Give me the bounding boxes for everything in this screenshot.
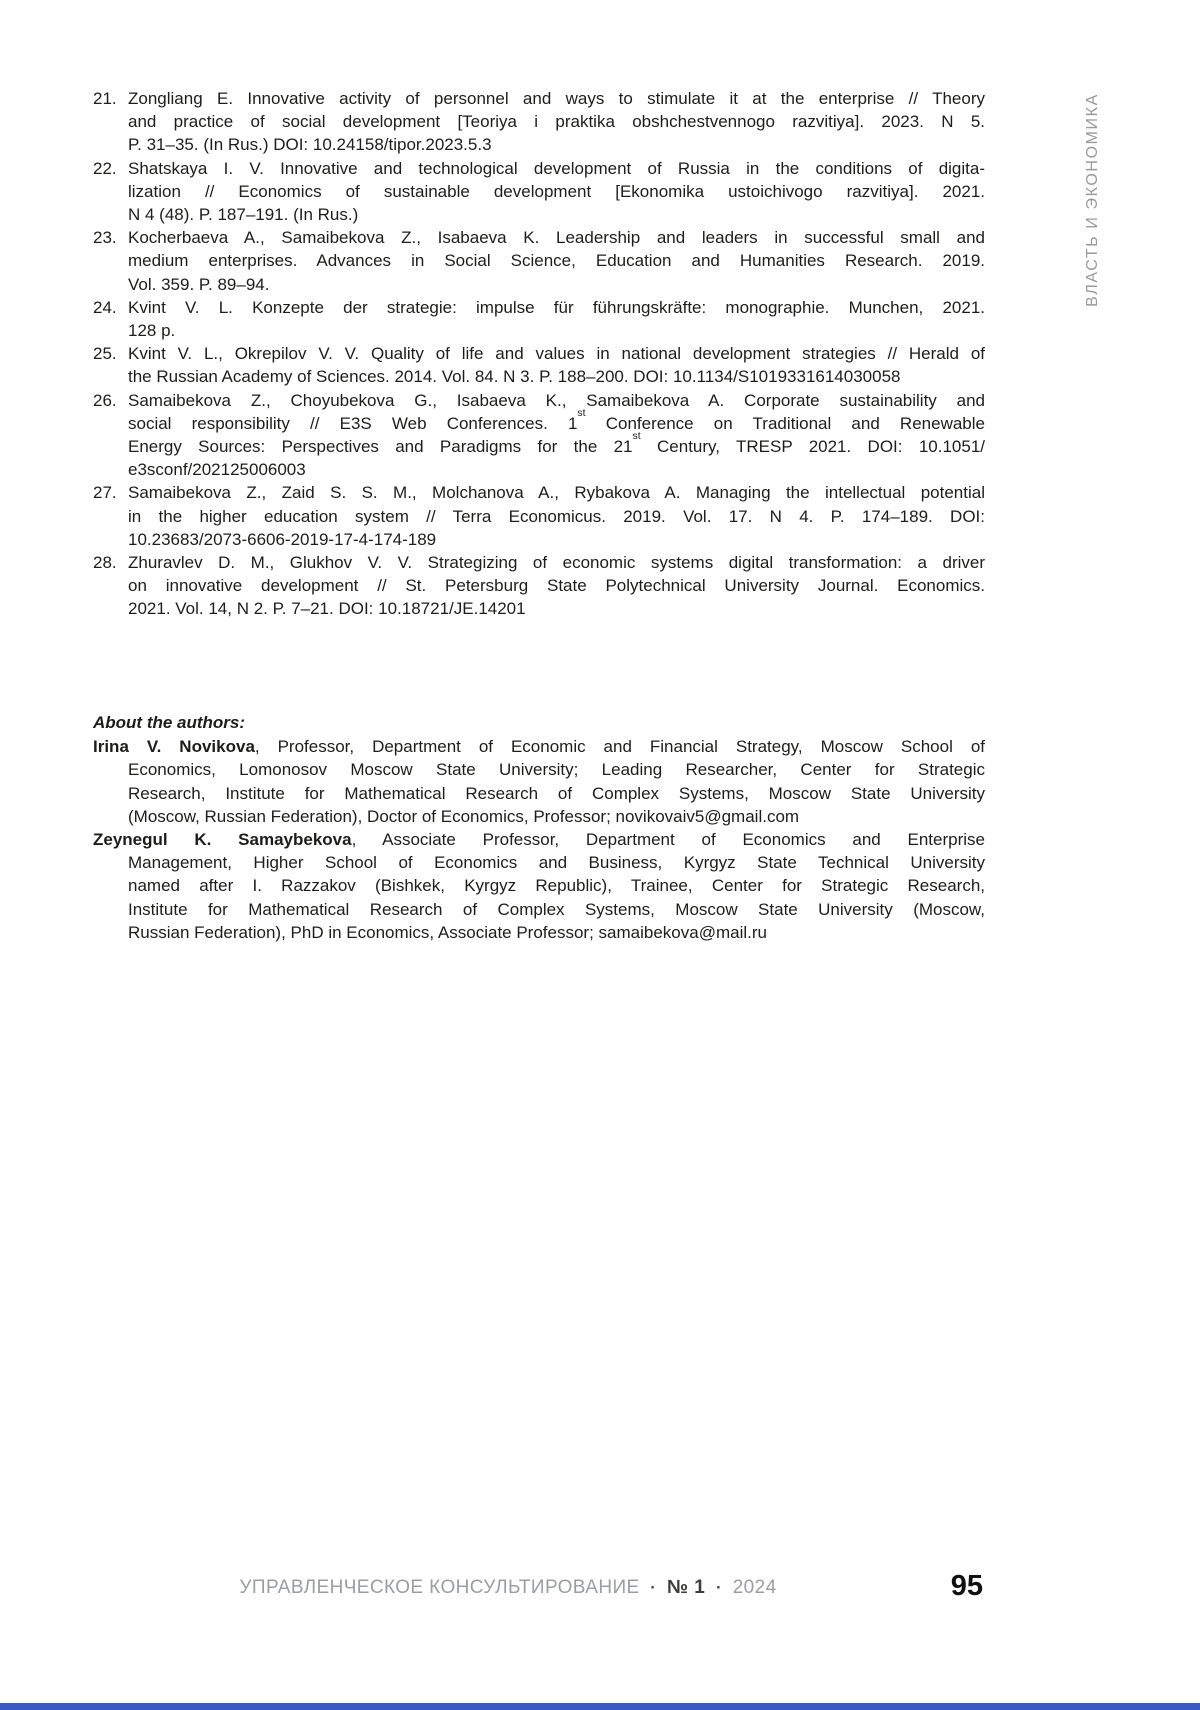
authors-list — [93, 735, 985, 944]
reference-line: Samaibekova Z., Zaid S. S. M., Molchanova A., Rybakova A. Managing the intellectual potential — [128, 483, 985, 503]
reference-line: social responsibility // E3S Web Conferences. 1st Conference on Traditional and Renewable — [128, 406, 985, 433]
reference-line: in the higher education system // Terra Economicus. 2019. Vol. 17. N 4. P. 174–189. DOI: — [128, 506, 985, 526]
reference-line: 2021. Vol. 14, N 2. P. 7–21. DOI: 10.18721/JE.14201 — [128, 599, 526, 619]
author-bio-line: (Moscow, Russian Federation), Doctor of Economics, Professor; novikovaiv5@gmail.com — [128, 806, 800, 826]
reference-line: e3sconf/202125006003 — [128, 460, 306, 480]
reference-number: 26. — [93, 390, 117, 410]
page-number: 95 — [950, 1570, 983, 1602]
reference-item — [93, 551, 985, 621]
reference-item — [93, 87, 985, 157]
author-bio — [93, 828, 985, 944]
author-bio-line: Economics, Lomonosov Moscow State University; Leading Researcher, Center for Strategic — [128, 760, 985, 780]
reference-text — [128, 551, 985, 621]
reference-text — [128, 296, 985, 342]
author-bio — [93, 735, 985, 828]
author-bio-line: Management, Higher School of Economics and Business, Kyrgyz State Technical University — [128, 853, 985, 873]
about-authors-section — [93, 711, 985, 944]
reference-item — [93, 157, 985, 227]
reference-number: 22. — [93, 158, 117, 178]
reference-number: 25. — [93, 344, 117, 364]
reference-line: Zhuravlev D. M., Glukhov V. V. Strategizing of economic systems digital transformation: a driver — [128, 553, 985, 573]
reference-line: Kvint V. L. Konzepte der strategie: impulse für führungskräfte: monographie. Munchen, 2021. — [128, 297, 985, 317]
side-running-header: ВЛАСТЬ И ЭКОНОМИКА — [1084, 93, 1101, 307]
reference-line: Samaibekova Z., Choyubekova G., Isabaeva K., Samaibekova A. Corporate sustainability and — [128, 390, 985, 410]
reference-text — [128, 157, 985, 227]
reference-line: lization // Economics of sustainable development [Ekonomika ustoichivogo razvitiya]. 2021. — [128, 181, 985, 201]
reference-text — [128, 389, 985, 482]
reference-line: P. 31–35. (In Rus.) DOI: 10.24158/tipor.2023.5.3 — [128, 135, 492, 155]
author-bio-line: Institute for Mathematical Research of Complex Systems, Moscow State University (Moscow, — [128, 899, 985, 919]
reference-item — [93, 389, 985, 482]
reference-line: Kocherbaeva A., Samaibekova Z., Isabaeva K. Leadership and leaders in successful small and — [128, 228, 985, 248]
references-list — [93, 87, 985, 621]
footer-journal-line — [93, 1577, 923, 1599]
author-bio-line: named after I. Razzakov (Bishkek, Kyrgyz Republic), Trainee, Center for Strategic Research, — [128, 876, 985, 896]
reference-item — [93, 342, 985, 388]
reference-number: 21. — [93, 89, 117, 108]
footer-separator-dot: · — [650, 1578, 657, 1597]
reference-line: Energy Sources: Perspectives and Paradigms for the 21st Century, TRESP 2021. DOI: 10.1051/ — [128, 430, 985, 457]
about-authors-heading: About the authors: — [93, 713, 246, 732]
reference-line: Shatskaya I. V. Innovative and technological development of Russia in the conditions of digita- — [128, 158, 985, 178]
reference-line: the Russian Academy of Sciences. 2014. Vol. 84. N 3. P. 188–200. DOI: 10.1134/S1019331614030058 — [128, 367, 901, 387]
bottom-accent-bar — [0, 1703, 1200, 1710]
reference-number: 27. — [93, 483, 117, 503]
reference-number: 28. — [93, 553, 117, 573]
author-bio-line: Zeynegul K. Samaybekova, Associate Professor, Department of Economics and Enterprise — [93, 830, 985, 850]
reference-number: 24. — [93, 297, 117, 317]
author-bio-line: Russian Federation), PhD in Economics, Associate Professor; samaibekova@mail.ru — [128, 922, 767, 942]
reference-number: 23. — [93, 228, 117, 248]
reference-line: medium enterprises. Advances in Social Science, Education and Humanities Research. 2019. — [128, 251, 985, 271]
reference-text — [128, 87, 985, 157]
reference-line: and practice of social development [Teoriya i praktika obshchestvennogo razvitiya]. 2023. N 5. — [128, 112, 985, 132]
reference-line: Zongliang E. Innovative activity of personnel and ways to stimulate it at the enterprise // Theory — [128, 89, 985, 108]
author-bio-line: Research, Institute for Mathematical Research of Complex Systems, Moscow State University — [128, 783, 985, 803]
reference-line: 10.23683/2073-6606-2019-17-4-174-189 — [128, 529, 437, 549]
reference-text — [128, 226, 985, 296]
footer-year: 2024 — [732, 1577, 777, 1598]
reference-item — [93, 481, 985, 551]
reference-line: on innovative development // St. Petersburg State Polytechnical University Journal. Economics. — [128, 576, 985, 596]
reference-line: Vol. 359. P. 89–94. — [128, 274, 270, 294]
reference-text — [128, 481, 985, 551]
reference-line: N 4 (48). P. 187–191. (In Rus.) — [128, 205, 359, 225]
reference-line: 128 p. — [128, 321, 176, 341]
author-bio-line: Irina V. Novikova, Professor, Department of Economic and Financial Strategy, Moscow School of — [93, 737, 985, 757]
reference-line: Kvint V. L., Okrepilov V. V. Quality of life and values in national development strategies // Herald of — [128, 344, 985, 364]
footer-issue-number: № 1 — [667, 1577, 706, 1598]
reference-text — [128, 342, 985, 388]
footer-journal-title: УПРАВЛЕНЧЕСКОЕ КОНСУЛЬТИРОВАНИЕ — [239, 1577, 640, 1598]
reference-item — [93, 296, 985, 342]
reference-item — [93, 226, 985, 296]
footer-separator-dot: · — [715, 1578, 722, 1597]
